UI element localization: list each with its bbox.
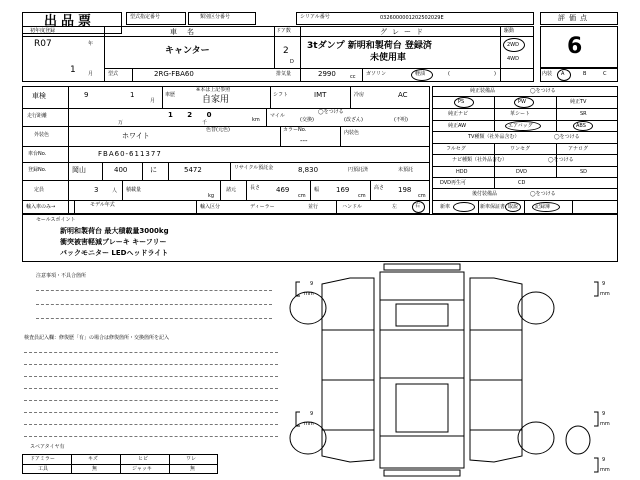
equip-abs: ABS bbox=[576, 123, 586, 129]
plate-number: 5472 bbox=[184, 166, 202, 174]
load-unit: kg bbox=[208, 193, 215, 199]
model-label: 型式 bbox=[108, 71, 119, 77]
load-label: 積載量 bbox=[126, 187, 142, 193]
navi-note: ◯をつける bbox=[548, 157, 574, 163]
meter-unknown: (不明) bbox=[394, 117, 408, 123]
tv-fullseg: フルセグ bbox=[446, 146, 466, 152]
grade-text-1: 3tダンプ 新明和製荷台 登録済 bbox=[307, 41, 432, 51]
use-label: 車歴 bbox=[165, 92, 176, 98]
equip-airbag: エアバッグ bbox=[508, 123, 533, 129]
spare-mirror: ドアミラー bbox=[30, 456, 55, 462]
fuel-diesel: 軽油 bbox=[415, 71, 426, 77]
disp-value: 2990 bbox=[318, 70, 336, 78]
plate-class: 400 bbox=[114, 166, 128, 174]
tire-depth-rr: 9 bbox=[602, 411, 606, 417]
grade-label: 評価点 bbox=[558, 14, 591, 22]
equip-sr: SR bbox=[580, 111, 587, 117]
serial-label: シリアル番号 bbox=[300, 14, 330, 20]
wid-label: 幅 bbox=[314, 187, 320, 193]
mileage-label: 走行距離 bbox=[27, 113, 48, 119]
meter-change: (交換) bbox=[300, 117, 314, 123]
handle-left: 左 bbox=[392, 204, 398, 210]
spare-tools-val: 無 bbox=[92, 466, 98, 472]
cond-new: 新車 bbox=[440, 204, 451, 210]
tire-unit-fl: mm bbox=[304, 291, 314, 297]
doors-suffix: D bbox=[290, 59, 294, 65]
handle-label: ハンドル bbox=[342, 204, 363, 210]
cond-warranty: 新車保証書 bbox=[480, 204, 506, 210]
tire-depth-fr: 9 bbox=[602, 281, 606, 287]
doors-label: ドア数 bbox=[276, 28, 291, 34]
plate-area: 岡山 bbox=[72, 166, 86, 174]
mileage-circle-note: ◯をつける bbox=[318, 109, 344, 115]
import-dealer: ディーラー bbox=[250, 204, 275, 210]
tire-unit-spare: mm bbox=[600, 467, 610, 473]
dvd-playback: DVD再生可 bbox=[440, 180, 467, 186]
spare-crack: ヒビ bbox=[138, 456, 149, 462]
hgt-unit: cm bbox=[418, 193, 426, 199]
equip-note: ◯をつける bbox=[530, 88, 556, 94]
dims-label: 諸元 bbox=[226, 187, 237, 193]
inspection-year: 9 bbox=[84, 91, 89, 99]
spare-scratch: キズ bbox=[88, 456, 98, 462]
first-reg-year-suffix: 年 bbox=[88, 41, 94, 47]
first-reg-month: 1 bbox=[70, 65, 76, 75]
hgt-value: 198 bbox=[398, 186, 412, 194]
cond-manual: 取説 bbox=[508, 204, 519, 210]
interior-color-label: 内装色 bbox=[344, 130, 360, 136]
first-reg-month-suffix: 月 bbox=[88, 71, 94, 77]
import-class-label: 輸入区分 bbox=[200, 204, 221, 210]
drive-4wd: 4WD bbox=[507, 56, 519, 62]
equip-aw: 純正AW bbox=[448, 123, 467, 129]
ac-value: AC bbox=[398, 91, 408, 99]
plate-label: 登録No. bbox=[28, 167, 47, 173]
vehicle-name: キャンター bbox=[165, 46, 210, 56]
name-label: 車名 bbox=[170, 28, 204, 36]
recycle-unpaid: 未預託 bbox=[398, 167, 414, 173]
equip-pw: PW bbox=[518, 99, 526, 105]
caution-label: 注意事項・不具合箇所 bbox=[36, 273, 87, 279]
plate-kana: に bbox=[150, 166, 157, 174]
disp-unit: cc bbox=[350, 74, 356, 80]
spare-tools: 工具 bbox=[38, 466, 49, 472]
interior-c: C bbox=[603, 71, 607, 77]
equip-ps: PS bbox=[458, 99, 465, 105]
navi-dvd: DVD bbox=[516, 169, 528, 175]
mile-label: マイル bbox=[270, 113, 285, 119]
ac-label: 冷房 bbox=[354, 92, 365, 98]
color-no-value: --- bbox=[300, 137, 308, 145]
mileage-man: 万 bbox=[118, 120, 124, 126]
drive-label: 駆動 bbox=[504, 28, 515, 34]
inspection-month-suffix: 月 bbox=[150, 98, 156, 104]
doors-value: 2 bbox=[283, 46, 289, 56]
class-label: 類別区分番号 bbox=[200, 14, 231, 20]
seats-value: 3 bbox=[94, 186, 99, 194]
spare-jack: ジャッキ bbox=[132, 466, 152, 472]
tire-unit-rr: mm bbox=[600, 421, 610, 427]
interior-label: 内装 bbox=[542, 71, 553, 77]
spare-jack-val: 無 bbox=[190, 466, 196, 472]
import-only-label: 輸入車のみ→ bbox=[26, 204, 56, 210]
type-spec-label: 型式指定番号 bbox=[130, 14, 161, 20]
recycle-value: 8,830 bbox=[298, 166, 319, 174]
grade-text-2: 未使用車 bbox=[370, 53, 407, 63]
equip-tv: 純正TV bbox=[570, 99, 587, 105]
tire-unit-fr: mm bbox=[600, 291, 610, 297]
inspection-label: 車検 bbox=[32, 92, 46, 100]
post-title: 後付装備品 bbox=[472, 191, 498, 197]
mileage-thousand: 千 bbox=[202, 120, 208, 126]
first-reg-era: R07 bbox=[34, 39, 52, 49]
shift-value: IMT bbox=[314, 91, 327, 99]
use-note: ※本は上記参照 bbox=[196, 87, 231, 93]
wid-value: 169 bbox=[336, 186, 350, 194]
spare-label: スペアタイヤ有 bbox=[30, 444, 65, 450]
recycle-note: 円預託済 bbox=[348, 167, 369, 173]
sales-point-label: セールスポイント bbox=[36, 217, 76, 223]
inspection-month: 1 bbox=[130, 91, 135, 99]
mileage-unit: km bbox=[252, 117, 260, 123]
inspector-note: 検査員記入欄：修復歴「有」の場合は修復箇所・交換箇所を記入 bbox=[24, 335, 170, 341]
hgt-label: 高さ bbox=[374, 185, 385, 191]
import-parallel: 並行 bbox=[308, 204, 319, 210]
interior-a: A bbox=[561, 71, 565, 77]
tire-depth-spare: 9 bbox=[602, 457, 606, 463]
tire-depth-rl: 9 bbox=[310, 411, 314, 417]
recycle-label: リサイクル預託金 bbox=[234, 165, 274, 171]
wid-unit: cm bbox=[358, 193, 366, 199]
drive-2wd: 2WD bbox=[507, 42, 519, 48]
chassis-label: 車台No. bbox=[28, 151, 47, 157]
model-year-label: モデル年式 bbox=[90, 202, 115, 208]
spare-break: ワレ bbox=[186, 456, 197, 462]
navi-hdd: HDD bbox=[456, 169, 468, 175]
first-reg-label: 初年度登録 bbox=[30, 28, 56, 34]
grade-score: 6 bbox=[567, 34, 583, 59]
handle-right: 右 bbox=[415, 203, 421, 209]
len-label: 長さ bbox=[250, 185, 261, 191]
tv-oneseg: ワンセグ bbox=[510, 146, 531, 152]
len-unit: cm bbox=[298, 193, 306, 199]
disp-label: 排気量 bbox=[276, 71, 292, 77]
tv-title: TV種類（社外品含む） bbox=[468, 134, 520, 140]
post-note: ◯をつける bbox=[530, 191, 556, 197]
color-code-label: 色替(元色) bbox=[206, 127, 230, 133]
tv-note: ◯をつける bbox=[554, 134, 580, 140]
seats-label: 定員 bbox=[34, 187, 45, 193]
shift-label: シフト bbox=[273, 92, 289, 98]
sales-line-1: 新明和製荷台 最大積載量3000kg bbox=[60, 227, 169, 235]
form-title: 出品票 bbox=[44, 14, 96, 29]
cond-record: 記録簿 bbox=[535, 204, 551, 210]
tire-unit-rl: mm bbox=[304, 421, 314, 427]
tire-depth-fl: 9 bbox=[310, 281, 314, 287]
interior-b: B bbox=[583, 71, 587, 77]
grade-lg-label: グレード bbox=[380, 28, 428, 36]
len-value: 469 bbox=[276, 186, 290, 194]
color-no-label: カラーNo. bbox=[283, 127, 307, 133]
sales-line-3: バックモニター LEDヘッドライト bbox=[60, 249, 169, 257]
chassis-value: FBA60-611377 bbox=[98, 150, 162, 158]
equip-title: 純正装備品 bbox=[470, 88, 496, 94]
mileage-value: 1 2 0 bbox=[168, 111, 218, 119]
color-label: 外装色 bbox=[34, 132, 50, 138]
model-value: 2RG-FBA60 bbox=[154, 70, 194, 78]
navi-title: ナビ種類（社外品含む） bbox=[452, 157, 508, 163]
meter-tamper: (改ざん) bbox=[344, 117, 363, 123]
equip-navi: 純正ナビ bbox=[448, 111, 469, 117]
sales-line-2: 衝突被害軽減ブレーキ キーフリー bbox=[60, 238, 167, 246]
use-value: 自家用 bbox=[202, 95, 230, 105]
tv-analog: アナログ bbox=[568, 146, 589, 152]
fuel-gas: ガソリン bbox=[366, 71, 387, 77]
seats-unit: 人 bbox=[112, 188, 118, 194]
cd-label: CD bbox=[518, 180, 526, 186]
navi-sd: SD bbox=[580, 169, 588, 175]
color-value: ホワイト bbox=[122, 132, 150, 140]
equip-leather: 革シート bbox=[510, 111, 531, 117]
serial-value: 0326000001202502029E bbox=[380, 15, 444, 21]
